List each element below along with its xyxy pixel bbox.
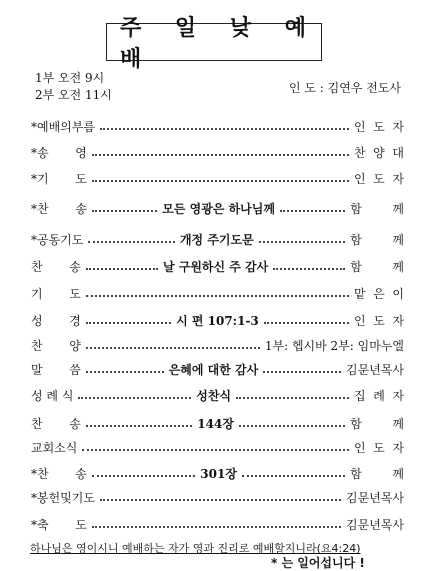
order-item-role: 인 도 자 (353, 171, 404, 186)
footer-verse: 하나님은 영이시니 예배하는 자가 영과 진리로 예배할지니라(요4:24) (30, 542, 361, 555)
worship-leader: 인 도 : 김연우 전도사 (288, 81, 401, 95)
order-item-role: 함 께 (350, 259, 404, 274)
order-item-role: 집 례 자 (353, 388, 405, 403)
order-item-role: 맡 은 이 (353, 286, 404, 301)
order-item (31, 284, 404, 302)
dot-leader (86, 267, 158, 270)
dot-leader (236, 396, 349, 399)
order-item-role: 찬 양 대 (353, 145, 404, 160)
order-item (31, 515, 404, 533)
order-item-content: 개정 주기도문 (179, 232, 254, 247)
order-item (31, 199, 404, 217)
order-item-label: 찬 양 (31, 338, 81, 353)
dot-leader (259, 240, 346, 243)
dot-leader (100, 498, 341, 501)
order-item-label: 교회소식 (31, 440, 78, 455)
order-item-content: 144장 (197, 416, 234, 431)
service-time-2: 2부 오전 11시 (35, 88, 112, 102)
order-item-role: 함 께 (350, 416, 404, 431)
order-item-role: 함 께 (350, 201, 404, 216)
order-item (31, 257, 404, 275)
dot-leader (100, 127, 349, 130)
order-item-label: 말 씀 (31, 362, 81, 377)
dot-leader (264, 321, 349, 324)
order-item (31, 169, 404, 187)
dot-leader (86, 424, 192, 427)
order-item (31, 143, 404, 161)
dot-leader (92, 153, 349, 156)
dot-leader (92, 474, 195, 477)
dot-leader (92, 209, 157, 212)
order-item (31, 464, 404, 482)
order-item-label: *송 영 (31, 145, 87, 160)
order-item-role: 함 께 (350, 466, 404, 481)
dot-leader (239, 424, 345, 427)
service-time-1: 1부 오전 9시 (35, 71, 105, 85)
service-times (35, 70, 112, 104)
dot-leader (92, 179, 349, 182)
dot-leader (88, 240, 175, 243)
order-item-content: 날 구원하신 주 감사 (162, 259, 269, 274)
order-item-label: *찬 송 (31, 466, 87, 481)
order-item (31, 336, 404, 354)
dot-leader (86, 294, 349, 297)
order-item-content: 성찬식 (196, 388, 232, 403)
order-item-role: 함 께 (350, 232, 404, 247)
order-item (31, 386, 404, 404)
order-item (31, 360, 404, 378)
order-item-content: 1부: 헵시바 2부: 임마누엘 (264, 338, 404, 353)
dot-leader (86, 346, 260, 349)
order-item-label: *축 도 (31, 517, 87, 532)
order-item-label: *공동기도 (31, 232, 84, 247)
page-title: 주 일 낮 예 배 (120, 16, 319, 72)
order-item-label: *찬 송 (31, 201, 87, 216)
order-item (31, 230, 404, 248)
order-item (31, 117, 404, 135)
dot-leader (273, 267, 345, 270)
order-item-content: 모든 영광은 하나님께 (162, 201, 275, 216)
order-item-role: 인 도 자 (353, 440, 404, 455)
order-item-label: 찬 송 (31, 259, 81, 274)
order-item-content: 은혜에 대한 감사 (168, 362, 259, 377)
order-item-content: 시 편 107:1-3 (176, 313, 259, 328)
order-item-content: 301장 (200, 466, 237, 481)
order-item-label: 기 도 (31, 286, 81, 301)
order-item-label: *봉헌및기도 (31, 490, 95, 505)
dot-leader (78, 396, 191, 399)
dot-leader (82, 448, 349, 451)
title-box (106, 16, 322, 72)
order-item-role: 인 도 자 (353, 313, 405, 328)
order-item-role: 김문년목사 (346, 517, 404, 532)
dot-leader (86, 370, 164, 373)
order-item-label: 성 경 (31, 313, 81, 328)
dot-leader (242, 474, 345, 477)
order-item (31, 438, 404, 456)
dot-leader (92, 525, 341, 528)
dot-leader (86, 321, 171, 324)
order-item-role: 김문년목사 (346, 362, 404, 377)
order-item-role: 인 도 자 (353, 119, 404, 134)
dot-leader (263, 370, 341, 373)
order-item (31, 414, 404, 432)
order-item-label: 찬 송 (31, 416, 81, 431)
order-item-role: 김문년목사 (346, 490, 404, 505)
order-item-label: 성 례 식 (31, 388, 74, 403)
order-item (31, 488, 404, 506)
dot-leader (280, 209, 345, 212)
order-item-label: *예배의부름 (31, 119, 95, 134)
footer-note: * 는 일어섭니다 ! (271, 556, 365, 570)
order-item-label: *기 도 (31, 171, 87, 186)
order-item (31, 311, 404, 329)
